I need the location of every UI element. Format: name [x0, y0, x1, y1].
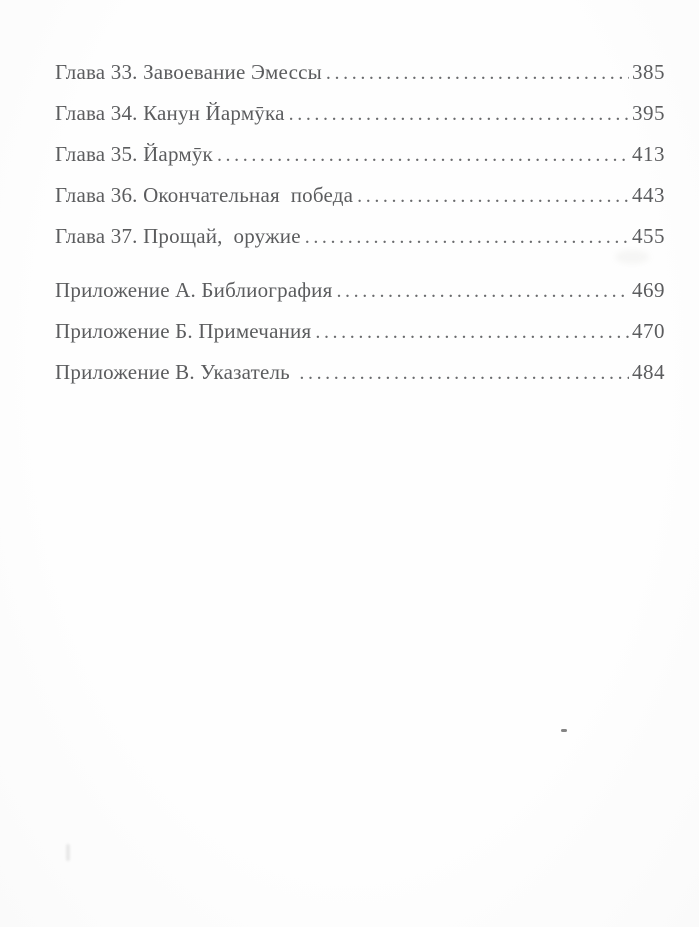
- dot-leader: [217, 134, 629, 176]
- chapter-list: [55, 52, 665, 257]
- toc-entry: [55, 52, 665, 93]
- scan-speck: [561, 729, 567, 732]
- toc-entry: [55, 352, 665, 393]
- toc-entry: [55, 270, 665, 311]
- toc-entry: [55, 175, 665, 216]
- toc-entry-page: 443: [632, 183, 665, 207]
- toc-entry: [55, 134, 665, 175]
- toc-entry-page: 470: [632, 319, 665, 343]
- dot-leader: [326, 52, 629, 94]
- toc-entry-title: Приложение В. Указатель: [55, 360, 296, 384]
- dot-leader: [299, 352, 629, 394]
- scan-smudge: [615, 250, 649, 264]
- dot-leader: [305, 216, 629, 258]
- scan-smudge: [66, 844, 70, 861]
- toc-entry: [55, 311, 665, 352]
- toc-entry-title: Приложение А. Библиография: [55, 278, 333, 302]
- toc-entry-page: 455: [632, 224, 665, 248]
- toc-entry-title: Глава 35. Йармӯк: [55, 142, 213, 166]
- toc-entry: [55, 216, 665, 257]
- toc-entry-page: 469: [632, 278, 665, 302]
- appendix-list: [55, 270, 665, 393]
- toc-entry: [55, 93, 665, 134]
- toc-entry-page: 413: [632, 142, 665, 166]
- toc-entry-page: 484: [632, 360, 665, 384]
- dot-leader: [336, 270, 629, 312]
- toc-entry-title: Глава 33. Завоевание Эмессы: [55, 60, 322, 84]
- toc-entry-title: Глава 34. Канун Йармӯка: [55, 101, 285, 125]
- toc-entry-title: Глава 36. Окончательная победа: [55, 183, 354, 207]
- dot-leader: [315, 311, 629, 353]
- toc-entry-title: Приложение Б. Примечания: [55, 319, 312, 343]
- toc-entry-page: 395: [632, 101, 665, 125]
- toc-entry-page: 385: [632, 60, 665, 84]
- toc-entry-title: Глава 37. Прощай, оружие: [55, 224, 301, 248]
- dot-leader: [357, 175, 629, 217]
- dot-leader: [289, 93, 629, 135]
